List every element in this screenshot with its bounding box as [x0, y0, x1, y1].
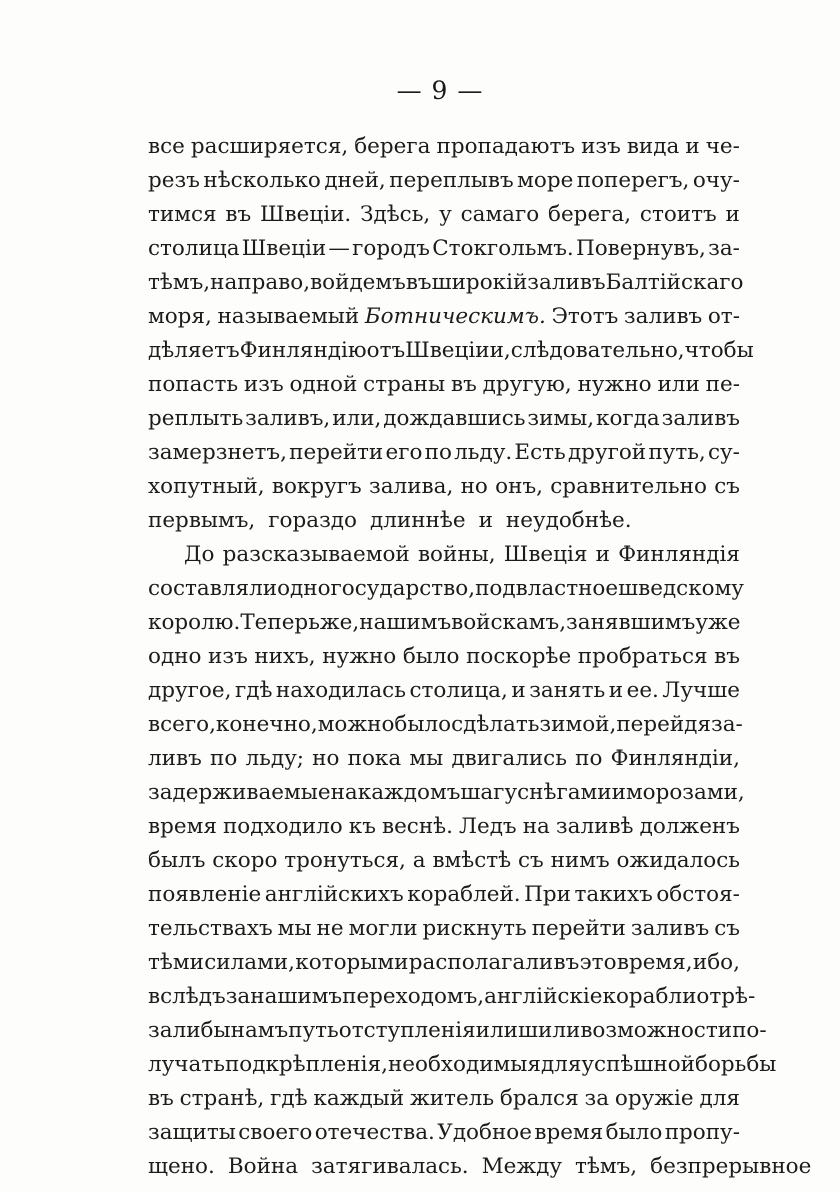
word: успѣшной — [581, 1052, 695, 1077]
word: заливъ, — [245, 406, 331, 431]
word: задерживаемые — [148, 780, 331, 805]
word: тѣми — [148, 950, 204, 975]
word: от- — [707, 304, 740, 329]
word: житель — [409, 1086, 495, 1111]
word: онъ, — [495, 474, 543, 499]
word: переходомъ, — [342, 984, 485, 1009]
word: затягивалась. — [311, 1154, 469, 1179]
text-line — [148, 1048, 777, 1082]
word: защиты — [148, 1120, 236, 1145]
text-line — [148, 402, 740, 436]
word: широкій — [431, 270, 528, 295]
word: неудобнѣе. — [505, 508, 632, 533]
page-number: — 9 — — [396, 76, 484, 105]
paragraph — [148, 130, 754, 538]
word: Балтійскаго — [605, 270, 744, 295]
word: лишили — [490, 1018, 581, 1043]
word: Финляндія — [618, 542, 740, 567]
word: стоитъ — [639, 202, 717, 227]
word: направо, — [210, 270, 311, 295]
word: морозами, — [625, 780, 745, 805]
word: появленіе — [148, 882, 262, 907]
word: другое, — [148, 678, 232, 703]
word: на — [522, 814, 550, 839]
word: су- — [707, 440, 740, 465]
word: же, — [319, 610, 360, 635]
word: веснѣ. — [381, 814, 453, 839]
word: необходимыя — [387, 1052, 541, 1077]
text-line — [148, 844, 740, 878]
word: которыми — [295, 950, 409, 975]
word: занять — [529, 678, 606, 703]
word: тѣмъ, — [575, 1154, 638, 1179]
word: перейти — [289, 440, 384, 465]
text-line — [148, 368, 740, 402]
word: длиннѣе — [369, 508, 466, 533]
word: дѣляетъ — [148, 338, 240, 363]
text-line — [148, 130, 740, 164]
word: не — [316, 916, 344, 941]
word: попасть — [148, 372, 239, 397]
word: — — [328, 236, 350, 261]
word: по — [424, 440, 452, 465]
word: по- — [732, 1018, 767, 1043]
word: шведскому — [618, 576, 744, 601]
word: одно — [148, 644, 202, 669]
word: а — [412, 848, 426, 873]
word: и — [478, 508, 493, 533]
word: время, — [616, 950, 693, 975]
word: бы — [200, 1018, 231, 1043]
text-line — [148, 198, 740, 232]
word: гораздо — [268, 508, 357, 533]
word: занявшимъ — [566, 610, 696, 635]
word: располагали — [408, 950, 554, 975]
text-line — [148, 946, 740, 980]
word: тимся — [148, 202, 217, 227]
word: шагу — [460, 780, 518, 805]
word: городъ — [352, 236, 430, 261]
word: за- — [708, 236, 740, 261]
word: войскамъ, — [451, 610, 567, 635]
word: его — [385, 440, 423, 465]
word: каждомъ — [357, 780, 461, 805]
word: и — [611, 780, 626, 805]
word: другой — [567, 440, 647, 465]
word: заливъ — [527, 270, 606, 295]
word: нашимъ — [359, 610, 452, 635]
text-line — [148, 674, 740, 708]
word: вслѣдъ — [148, 984, 226, 1009]
word: дождавшись — [383, 406, 526, 431]
word: страны — [363, 372, 446, 397]
word: очу- — [692, 168, 740, 193]
word: Повернувъ, — [575, 236, 706, 261]
word: изъ — [581, 134, 621, 159]
word: отечества. — [314, 1120, 435, 1145]
word: ибо, — [692, 950, 740, 975]
word: сдѣлать — [451, 712, 540, 737]
word: заливъ — [630, 916, 710, 941]
word: ожидалось — [616, 848, 740, 873]
word: Ледъ — [459, 814, 517, 839]
body-text — [148, 130, 812, 1184]
word: всего, — [148, 712, 216, 737]
word: одной — [289, 372, 358, 397]
word: за — [225, 984, 251, 1009]
text-line — [148, 300, 740, 334]
text-line — [148, 810, 740, 844]
word: первымъ, — [148, 508, 256, 533]
word: мы — [277, 916, 312, 941]
text-line — [148, 1150, 812, 1184]
text-line — [148, 776, 745, 810]
word: другую, — [482, 372, 572, 397]
word: отъ — [366, 338, 406, 363]
word: Финляндію — [239, 338, 367, 363]
word: и, — [489, 338, 511, 363]
word: и — [475, 1018, 491, 1043]
word: государство, — [330, 576, 476, 601]
word: Швеціи. — [260, 202, 352, 227]
word: нихъ, — [254, 644, 316, 669]
word: на — [330, 780, 358, 805]
word: одно — [277, 576, 331, 601]
word: расширяется, — [190, 134, 349, 159]
word: щено. — [148, 1154, 215, 1179]
word: было — [394, 712, 452, 737]
word: и — [608, 678, 624, 703]
word: зимой, — [539, 712, 617, 737]
word: лучать — [148, 1052, 225, 1077]
word: изъ — [208, 644, 248, 669]
word: и — [685, 134, 700, 159]
word: снѣгами — [517, 780, 612, 805]
word: каждый — [313, 1086, 405, 1111]
text-line — [148, 742, 740, 776]
word: рискнуть — [422, 916, 527, 941]
text-line — [148, 164, 740, 198]
word: въ — [553, 950, 580, 975]
word: вокругъ — [271, 474, 362, 499]
word: заливѣ — [555, 814, 634, 839]
text-line — [148, 878, 740, 912]
word: въ — [450, 372, 477, 397]
word: оружіе — [614, 1086, 694, 1111]
word: для — [699, 1086, 740, 1111]
word: подвластное — [475, 576, 619, 601]
word: отрѣ- — [696, 984, 756, 1009]
word: или, — [332, 406, 382, 431]
word: но — [312, 746, 340, 771]
word: своего — [238, 1120, 313, 1145]
word: скоро — [212, 848, 278, 873]
word: вмѣстѣ — [432, 848, 512, 873]
word: конечно, — [215, 712, 318, 737]
word: или — [657, 372, 700, 397]
word: залива, — [369, 474, 454, 499]
word: находилась — [275, 678, 406, 703]
word: Теперь — [240, 610, 320, 635]
word: ливъ — [148, 746, 202, 771]
word: брался — [499, 1086, 579, 1111]
word: берега, — [548, 202, 632, 227]
word: зали — [148, 1018, 201, 1043]
word: реплыть — [148, 406, 244, 431]
text-line — [148, 606, 740, 640]
word: нимъ — [550, 848, 610, 873]
word: чтобы — [684, 338, 754, 363]
word: При — [524, 882, 571, 907]
word: называемый — [217, 304, 360, 329]
word: все — [148, 134, 185, 159]
word: сравнительно — [550, 474, 707, 499]
word: къ — [348, 814, 376, 839]
word: когда — [596, 406, 660, 431]
word: и — [595, 542, 610, 567]
word: резъ — [148, 168, 200, 193]
word: Стокгольмъ. — [432, 236, 574, 261]
text-line — [148, 504, 740, 538]
word: нужно — [577, 372, 652, 397]
text-line — [148, 1082, 740, 1116]
word: войдемъ — [310, 270, 406, 295]
word: и — [725, 202, 740, 227]
word: Финляндіи, — [610, 746, 740, 771]
word: странѣ, — [179, 1086, 265, 1111]
word: моря, — [148, 304, 212, 329]
word: тронуться, — [284, 848, 406, 873]
word: замерзнетъ, — [148, 440, 287, 465]
word: англійскіе — [484, 984, 603, 1009]
word: за- — [710, 712, 743, 737]
word: Здѣсь, — [360, 202, 431, 227]
word: могли — [348, 916, 418, 941]
text-line — [148, 640, 740, 674]
word: двигались — [451, 746, 567, 771]
word: былъ — [148, 848, 206, 873]
word: столица, — [409, 678, 508, 703]
word: силами, — [204, 950, 295, 975]
word: войны, — [417, 542, 496, 567]
word: заливъ — [661, 406, 740, 431]
word: тѣмъ, — [148, 270, 211, 295]
word: заливъ — [623, 304, 703, 329]
text-line — [148, 1014, 767, 1048]
text-line — [148, 1116, 740, 1150]
word: было — [605, 1120, 663, 1145]
word: Лучше — [662, 678, 740, 703]
word: съ — [714, 916, 740, 941]
word: ее. — [626, 678, 659, 703]
word: такихъ — [574, 882, 653, 907]
word: разсказываемой — [222, 542, 410, 567]
text-line — [148, 572, 744, 606]
word: это — [579, 950, 617, 975]
text-line — [148, 232, 740, 266]
word: поскорѣе — [466, 644, 572, 669]
word: у — [439, 202, 452, 227]
word: Есть — [514, 440, 566, 465]
text-line — [148, 538, 740, 572]
word: самаго — [460, 202, 540, 227]
word: хопутный, — [148, 474, 265, 499]
word: составляли — [148, 576, 278, 601]
word: берега — [354, 134, 431, 159]
word: время — [534, 1120, 604, 1145]
word: королю. — [148, 610, 241, 635]
word: въ — [405, 270, 432, 295]
word: Война — [227, 1154, 299, 1179]
word: Между — [481, 1154, 563, 1179]
word: слѣдовательно, — [510, 338, 685, 363]
text-line — [148, 436, 740, 470]
word: пропу- — [664, 1120, 740, 1145]
text-line — [148, 912, 740, 946]
word: возможности — [580, 1018, 733, 1043]
word: долженъ — [639, 814, 740, 839]
word: борьбы — [695, 1052, 777, 1077]
word: пропадаютъ — [436, 134, 576, 159]
word: столица — [148, 236, 240, 261]
word: въ — [225, 202, 252, 227]
word: гдѣ — [270, 1086, 308, 1111]
word: Ботническимъ. — [364, 304, 546, 329]
word: зимы, — [527, 406, 595, 431]
word: Удобное — [437, 1120, 532, 1145]
word: льду. — [454, 440, 513, 465]
word: но — [460, 474, 488, 499]
word: кораблей. — [407, 882, 521, 907]
word: перейти — [531, 916, 626, 941]
word: путь, — [648, 440, 706, 465]
word: уже — [695, 610, 741, 635]
word: мы — [409, 746, 444, 771]
word: переплывъ — [389, 168, 514, 193]
word: нужно — [322, 644, 397, 669]
text-line — [148, 980, 756, 1014]
word: тельствахъ — [148, 916, 273, 941]
word: пока — [347, 746, 402, 771]
text-line — [148, 708, 743, 742]
word: изъ — [243, 372, 284, 397]
word: и — [511, 678, 526, 703]
word: путь — [288, 1018, 339, 1043]
word: англійскихъ — [264, 882, 404, 907]
text-line — [148, 470, 740, 504]
text-line — [148, 334, 754, 368]
word: въ — [148, 1086, 174, 1111]
word: съ — [714, 474, 740, 499]
word: море — [517, 168, 574, 193]
word: отступленія — [338, 1018, 476, 1043]
word: льду; — [245, 746, 304, 771]
word: по — [575, 746, 603, 771]
word: подкрѣпленія, — [224, 1052, 388, 1077]
word: че- — [705, 134, 740, 159]
word: въ — [714, 644, 740, 669]
word: Швеціи — [405, 338, 490, 363]
word: пробраться — [577, 644, 708, 669]
word: Швеціи — [241, 236, 327, 261]
word: Швеція — [503, 542, 588, 567]
word: время — [148, 814, 217, 839]
paragraph — [148, 538, 812, 1184]
word: было — [402, 644, 460, 669]
word: за — [584, 1086, 610, 1111]
word: по — [209, 746, 238, 771]
word: подходило — [222, 814, 343, 839]
word: съ — [518, 848, 544, 873]
word: пе- — [705, 372, 740, 397]
word: нѣсколько — [203, 168, 321, 193]
word: нашимъ — [250, 984, 343, 1009]
word: корабли — [602, 984, 697, 1009]
word: Этотъ — [551, 304, 619, 329]
word: До — [184, 542, 215, 567]
word: дней, — [324, 168, 386, 193]
word: гдѣ — [234, 678, 273, 703]
word: для — [540, 1052, 582, 1077]
word: безпрерывное — [650, 1154, 812, 1179]
word: можно — [317, 712, 395, 737]
word: перейдя — [616, 712, 711, 737]
word: намъ — [230, 1018, 289, 1043]
word: поперегъ, — [576, 168, 690, 193]
word: вида — [626, 134, 680, 159]
text-line — [148, 266, 744, 300]
word: обстоя- — [656, 882, 740, 907]
